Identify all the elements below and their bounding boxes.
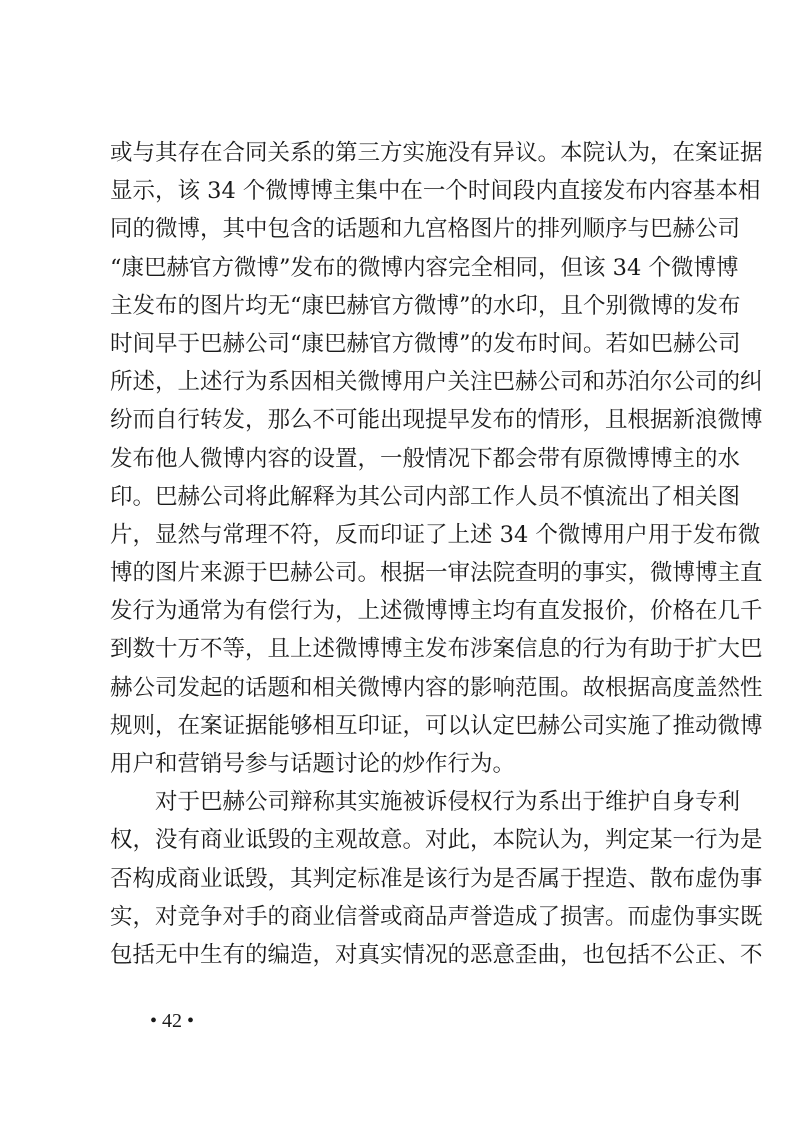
paragraph-2-line-4: 实，对竞争对手的商业信誉或商品声誉造成了损害。而虚伪事实既 [110, 903, 763, 930]
page-number: • 42 • [150, 1010, 195, 1032]
paragraph-2-line-2: 权，没有商业诋毁的主观故意。对此，本院认为，判定某一行为是 [110, 827, 763, 854]
paragraph-2-line-3: 否构成商业诋毁，其判定标准是该行为是否属于捏造、散布虚伪事 [110, 865, 763, 892]
paragraph-1-line-15: 赫公司发起的话题和相关微博内容的影响范围。故根据高度盖然性 [110, 674, 763, 701]
paragraph-1-line-12: 博的图片来源于巴赫公司。根据一审法院查明的事实，微博博主直 [110, 560, 763, 587]
paragraph-2-line-5: 包括无中生有的编造，对真实情况的恶意歪曲，也包括不公正、不 [110, 941, 763, 968]
paragraph-1-line-5: 主发布的图片均无“康巴赫官方微博”的水印，且个别微博的发布 [110, 292, 741, 319]
paragraph-1-line-3: 同的微博，其中包含的话题和九宫格图片的排列顺序与巴赫公司 [110, 216, 741, 243]
body-text [110, 134, 763, 974]
paragraph-1-line-6: 时间早于巴赫公司“康巴赫官方微博”的发布时间。若如巴赫公司 [110, 330, 741, 357]
paragraph-2-line-1: 对于巴赫公司辩称其实施被诉侵权行为系出于维护自身专利 [155, 789, 741, 816]
paragraph-1-line-4: “康巴赫官方微博”发布的微博内容完全相同，但该 34 个微博博 [110, 254, 739, 281]
paragraph-1-line-11: 片，显然与常理不符，反而印证了上述 34 个微博用户用于发布微 [110, 521, 761, 548]
paragraph-1-line-8: 纷而自行转发，那么不可能出现提早发布的情形，且根据新浪微博 [110, 407, 763, 434]
paragraph-1-line-17: 用户和营销号参与话题讨论的炒作行为。 [110, 751, 516, 777]
paragraph-1-line-16: 规则，在案证据能够相互印证，可以认定巴赫公司实施了推动微博 [110, 712, 763, 739]
paragraph-1-line-1: 或与其存在合同关系的第三方实施没有异议。本院认为，在案证据 [110, 140, 763, 166]
paragraph-1-line-2: 显示，该 34 个微博博主集中在一个时间段内直接发布内容基本相 [110, 178, 761, 205]
paragraph-1-line-9: 发布他人微博内容的设置，一般情况下都会带有原微博博主的水 [110, 445, 741, 472]
paragraph-1-line-10: 印。巴赫公司将此解释为其公司内部工作人员不慎流出了相关图 [110, 483, 741, 510]
paragraph-1-line-7: 所述，上述行为系因相关微博用户关注巴赫公司和苏泊尔公司的纠 [110, 369, 763, 396]
paragraph-1-line-13: 发行为通常为有偿行为，上述微博博主均有直发报价，价格在几千 [110, 598, 763, 625]
paragraph-1-line-14: 到数十万不等，且上述微博博主发布涉案信息的行为有助于扩大巴 [110, 636, 763, 663]
